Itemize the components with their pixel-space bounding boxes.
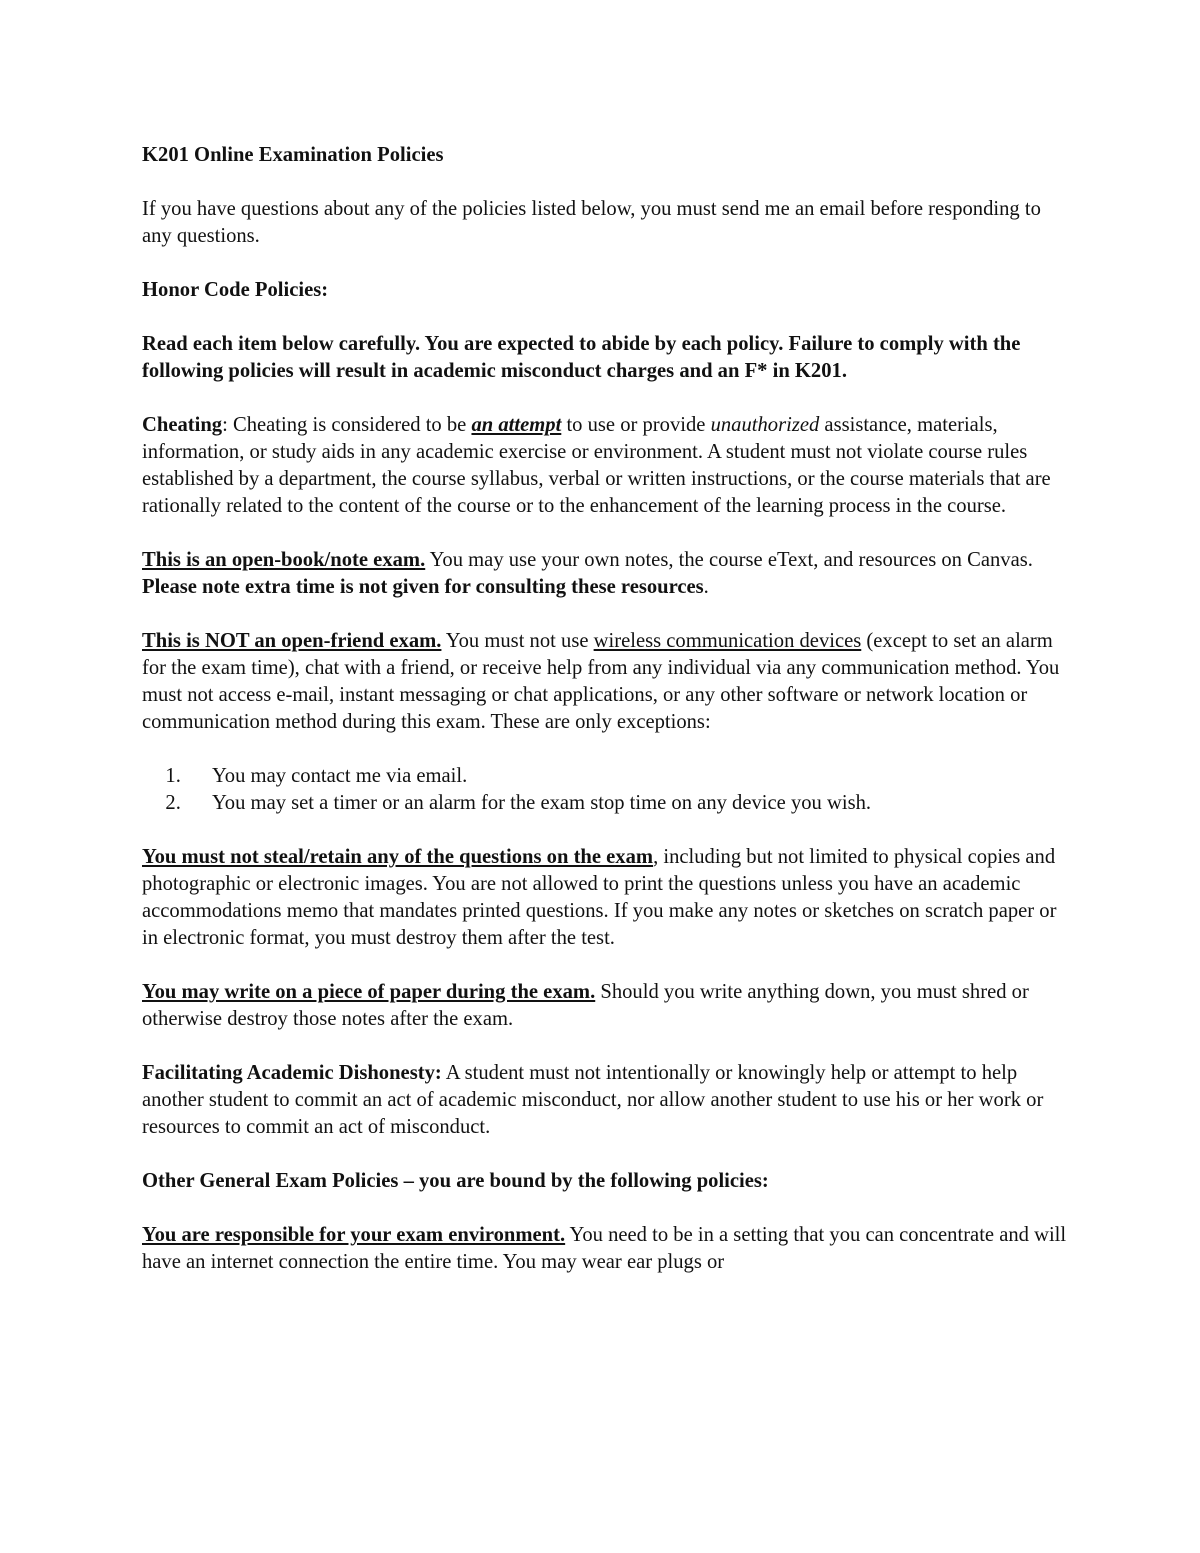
warning-paragraph [142,331,1072,385]
honor-code-heading-text: Honor Code Policies: [142,279,329,301]
environment-paragraph [142,1222,1072,1276]
steal-paragraph [142,844,1072,952]
list-item: 2. You may set a timer or an alarm for the exam stop time on any device you wish. [186,790,1072,817]
paper-heading: You may write on a piece of paper during the exam. [142,981,596,1003]
cheating-emphasis: an attempt [471,414,562,436]
steal-heading: You must not steal/retain any of the questions on the exam [142,846,654,868]
list-item: 1. You may contact me via email. [186,763,1072,790]
open-friend-underlined: wireless communication devices [593,630,862,652]
cheating-paragraph [142,412,1072,520]
exceptions-list [142,763,1072,817]
honor-code-heading [142,277,1072,304]
cheating-italic: unauthorized [710,414,820,436]
steal-text: , including but not limited to physical copies and photographic or electronic images. You are not allowed to print the questions unless you have an academic accommodations memo that mandates printed questions. If you make any notes or sketches on scratch paper or in electronic format, you must destroy them after the test. [142,846,1057,949]
paper-text: Should you write anything down, you must shred or otherwise destroy those notes after the exam. [142,981,1029,1030]
open-book-end: . [703,576,709,598]
paper-paragraph [142,979,1072,1033]
facilitating-text: A student must not intentionally or knowingly help or attempt to help another student to commit an act of academic misconduct, nor allow another student to use his or her work or resources to commit an act of misconduct. [142,1062,1044,1138]
other-policies-heading [142,1168,1072,1195]
open-friend-heading: This is NOT an open-friend exam. [142,630,442,652]
warning-text: Read each item below carefully. You are expected to abide by each policy. Failure to comply with the following policies will result in academic misconduct charges and an F* in K201. [142,333,1021,382]
open-book-bold-note: Please note extra time is not given for consulting these resources [142,576,704,598]
document-title: K201 Online Examination Policies [142,144,444,166]
open-friend-text-b: (except to set an alarm for the exam time), chat with a friend, or receive help from any individual via any communication method. You must not access e-mail, instant messaging or chat applications, or any other software or network location or communication method during this exam. These are only exceptions: [142,630,1060,733]
open-book-heading: This is an open-book/note exam. [142,549,426,571]
open-friend-paragraph [142,628,1072,736]
intro-paragraph: If you have questions about any of the policies listed below, you must send me an email before responding to any questions. [142,198,1041,247]
other-policies-heading-text: Other General Exam Policies – you are bound by the following policies: [142,1170,769,1192]
open-book-paragraph [142,547,1072,601]
cheating-colon: : [222,414,228,436]
cheating-term: Cheating [142,414,223,436]
facilitating-paragraph [142,1060,1072,1141]
environment-heading: You are responsible for your exam environment. [142,1224,566,1246]
cheating-text-c: assistance, materials, information, or study aids in any academic exercise or environment. A student must not violate course rules established by a department, the course syllabus, verbal or written instructions, or the course materials that are rationally related to the content of the course or to the enhancement of the learning process in the course. [142,414,1051,517]
open-book-text: You may use your own notes, the course eText, and resources on Canvas. [425,549,1033,571]
open-friend-text-a: You must not use [441,630,594,652]
environment-text: You need to be in a setting that you can concentrate and will have an internet connection the entire time. You may wear ear plugs or [142,1224,1067,1273]
cheating-text-a: Cheating is considered to be [227,414,472,436]
document-page [142,142,1072,1303]
facilitating-heading: Facilitating Academic Dishonesty: [142,1062,442,1084]
cheating-text-b: to use or provide [561,414,711,436]
